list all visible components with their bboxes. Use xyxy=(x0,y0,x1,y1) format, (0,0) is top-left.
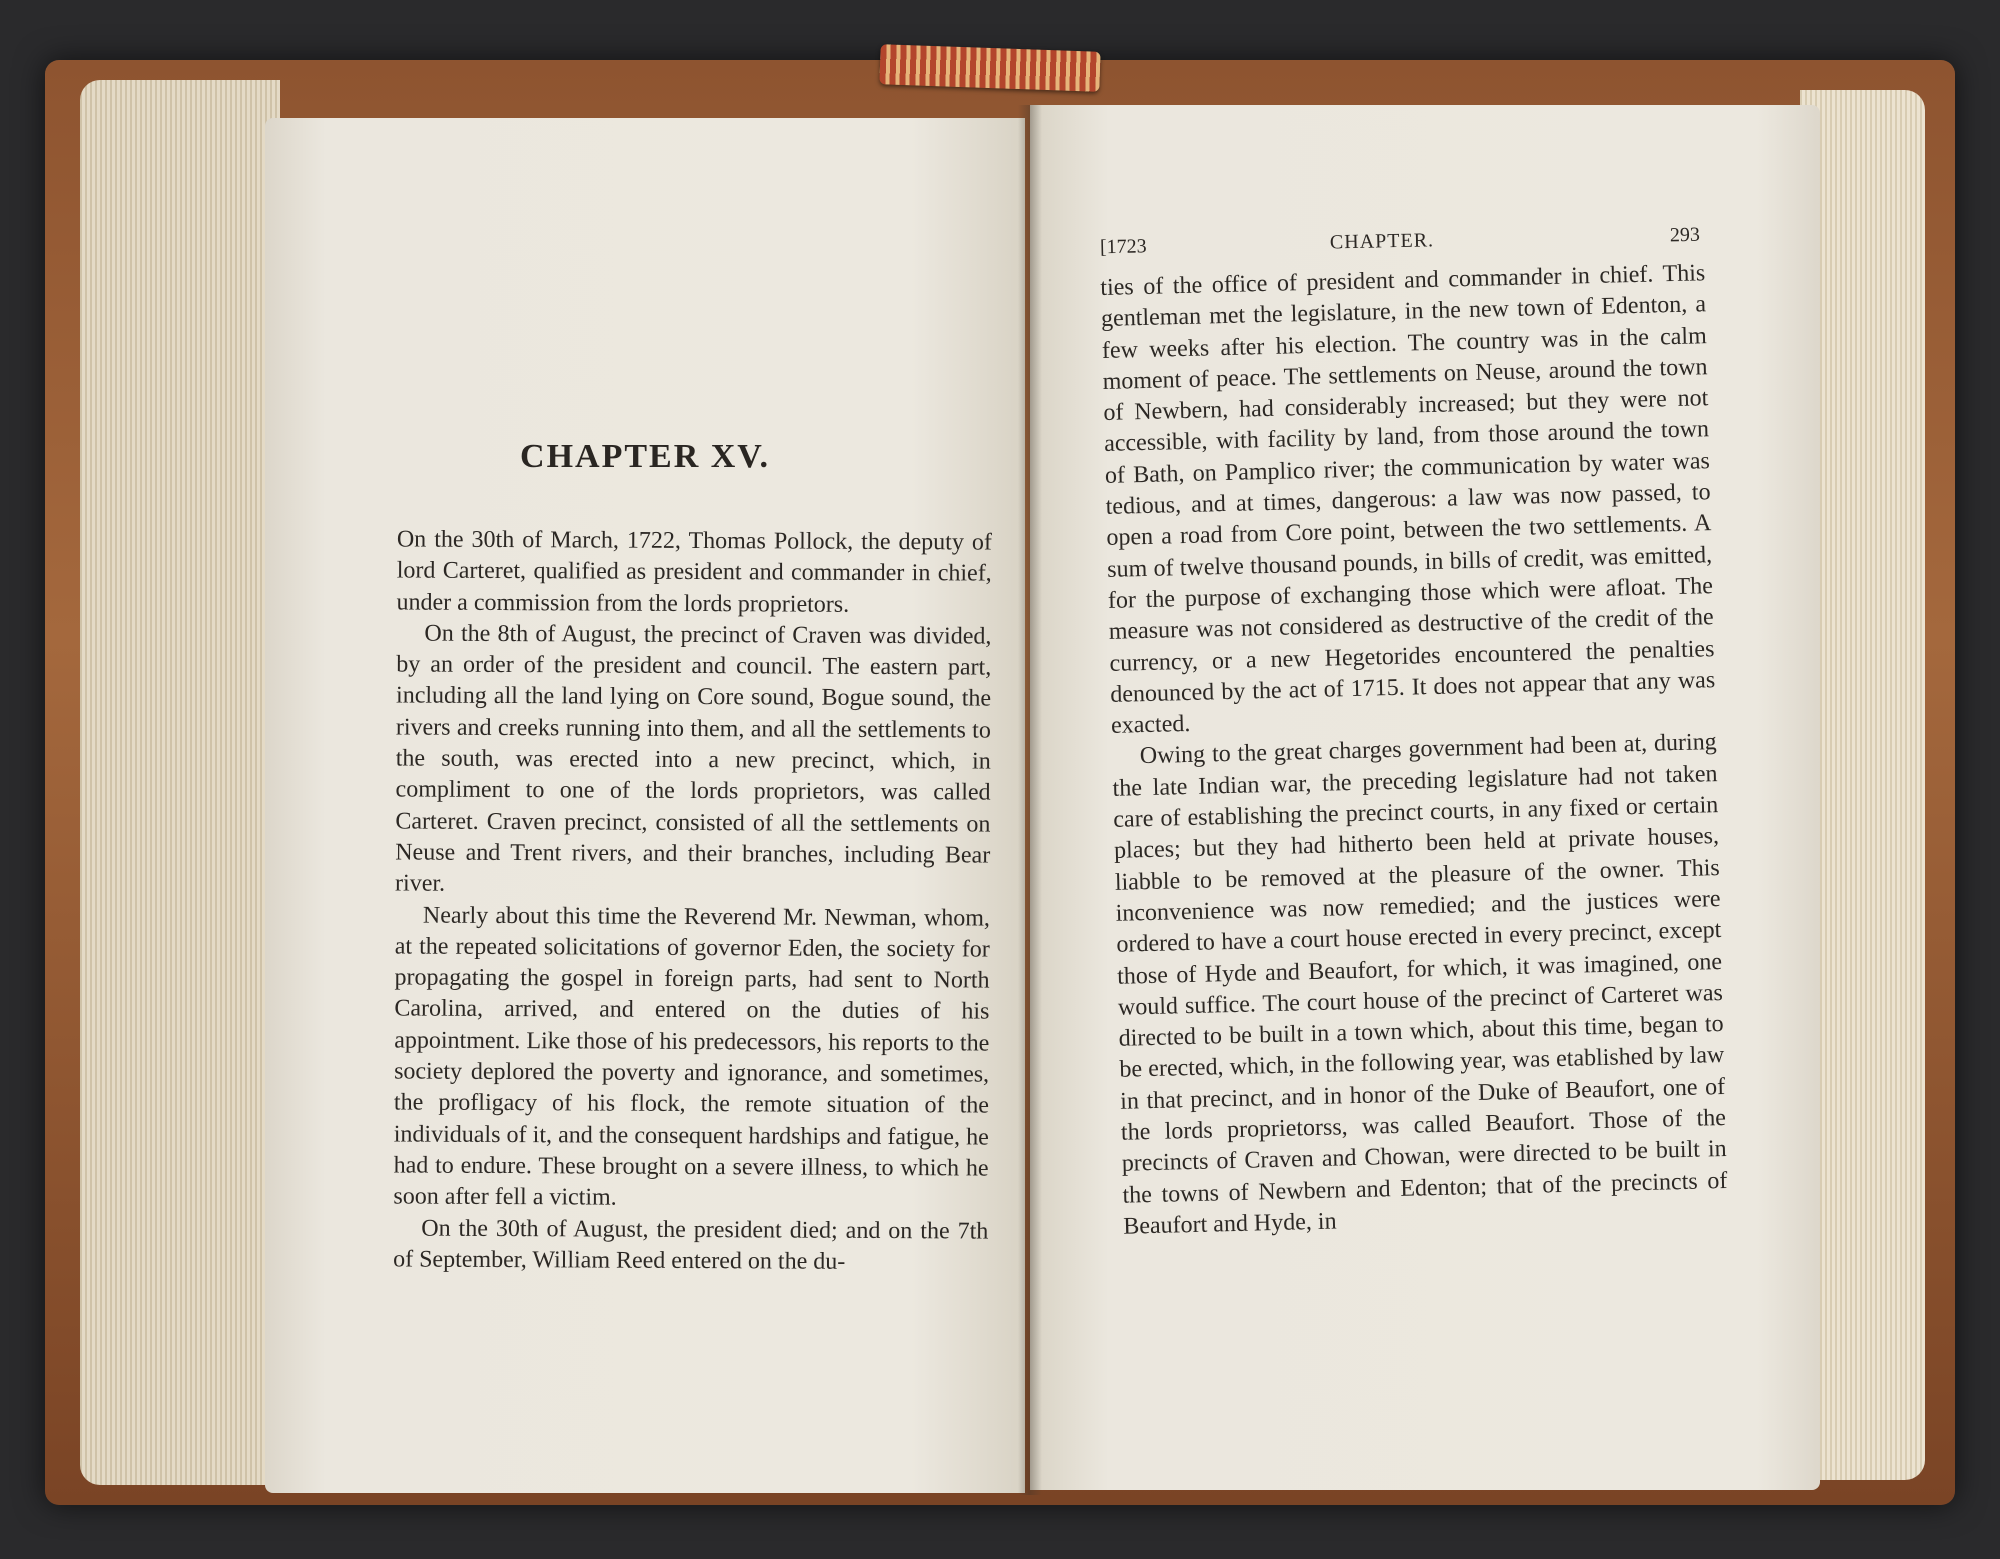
book-gutter xyxy=(1018,105,1042,1495)
right-page-body xyxy=(1100,258,1729,1243)
paragraph: Nearly about this time the Reverend Mr. Newman, whom, at the repeated solicitations of governor Eden, the society for propagating the gospel in foreign parts, had sent to North Carolina, arrived, and entered on the duties of his appointment. Like those of his predecessors, his reports to the society deplored the poverty and ignorance, and sometimes, the profligacy of his flock, the remote situation of the individuals of it, and the consequent hardships and fatigue, he had to endure. These brought on a severe illness, to which he soon after fell a victim. xyxy=(393,902,990,1211)
left-page-edges xyxy=(80,80,280,1485)
page-number: 293 xyxy=(1669,223,1701,247)
paragraph: ties of the office of president and commander in chief. This gentleman met the legislature, in the new town of Edenton, a few weeks after his election. The country was in the calm moment of peace. The settlements on Neuse, around the town of Newbern, had considerably increased; but they were not accessible, with facility by land, from those around the town of Bath, on Pamplico river; the communication by water was tedious, and at times, dangerous: a law was now passed, to open a road from Core point, between the two settlements. A sum of twelve thousand pounds, in bills of credit, was emitted, for the purpose of exchanging those which were afloat. The measure was not considered as destructive of the credit of the currency, or a new Hegetorides encountered the penalties denounced by the act of 1715. It does not appear that any was exacted. xyxy=(1100,260,1716,740)
left-page xyxy=(265,118,1025,1493)
running-head-title: CHAPTER. xyxy=(1329,229,1435,254)
paragraph: On the 30th of March, 1722, Thomas Pollock, the deputy of lord Carteret, qualified as president and commander in chief, under a commission from the lords proprietors. xyxy=(396,526,992,618)
right-page xyxy=(1030,105,1820,1490)
paragraph: On the 8th of August, the precinct of Craven was divided, by an order of the president and council. The eastern part, including all the land lying on Core sound, Bogue sound, the rivers and creeks running into them, and all the settlements to the south, was erected into a new precinct, which, in compliment to one of the lords proprietors, was called Carteret. Craven precinct, consisted of all the settlements on Neuse and Trent rivers, and their branches, including Bear river. xyxy=(395,620,992,897)
paragraph: On the 30th of August, the president died; and on the 7th of September, William Reed entered on the du- xyxy=(393,1215,989,1275)
running-head-year: [1723 xyxy=(1099,235,1147,259)
chapter-title: CHAPTER XV. xyxy=(520,438,770,475)
book-headband xyxy=(879,44,1100,92)
paragraph: Owing to the great charges government had been at, during the late Indian war, the preceding legislature had not taken care of establishing the precinct courts, in any fixed or certain places; but they had hitherto been held at private houses, liabble to be removed at the pleasure of the owner. This inconvenience was now remedied; and the justices were ordered to have a court house erected in every precinct, except those of Hyde and Beaufort, for which, it was imagined, one would suffice. The court house of the precinct of Carteret was directed to be built in a town which, about this time, began to be erected, which, in the following year, was etablished by law in that precinct, and in honor of the Duke of Beaufort, one of the lords proprietorss, was called Beaufort. Those of the precincts of Craven and Chowan, were directed to be built in the towns of Newbern and Edenton; that of the precincts of Beaufort and Hyde, in xyxy=(1112,729,1728,1240)
left-page-body xyxy=(393,524,992,1278)
